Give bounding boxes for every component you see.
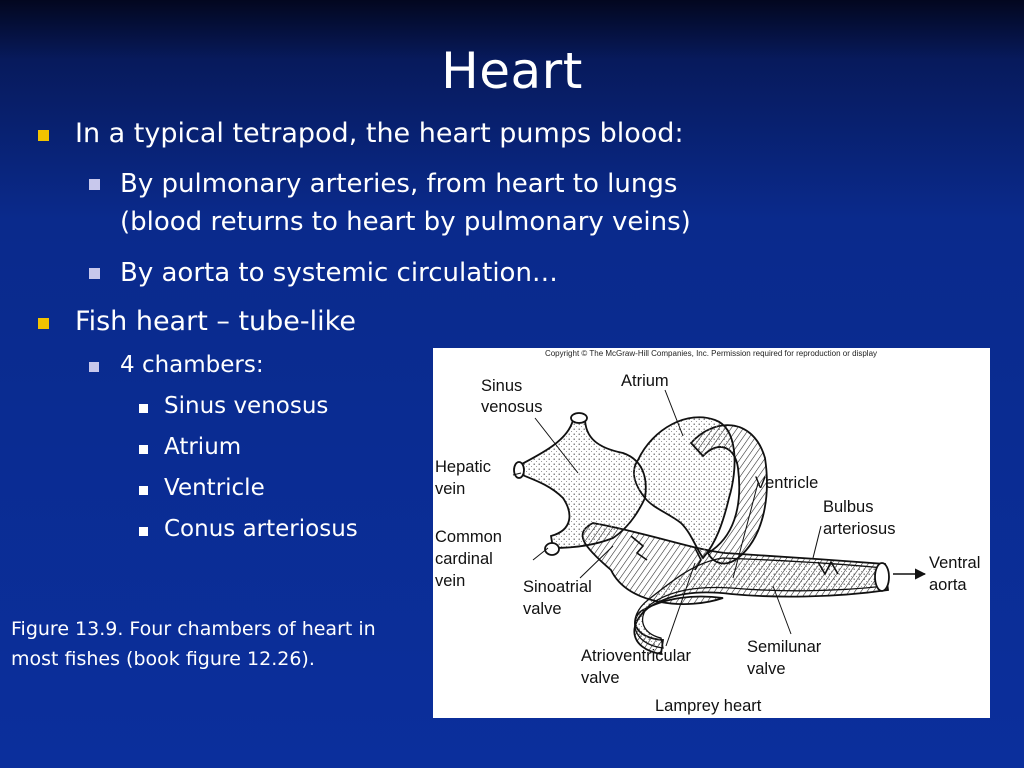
bullet-marker-lavender [89,268,100,279]
slide-title: Heart [441,42,583,100]
chamber-item [164,475,265,501]
lamprey-heart-diagram [433,348,990,718]
chamber-label: Ventricle [164,475,265,501]
lamprey-heart-figure [433,348,990,718]
bullet-marker-white [139,486,148,495]
label-ventral: Ventral [929,554,981,572]
hepatic-vein-opening [514,462,524,478]
caption-line: Figure 13.9. Four chambers of heart in [11,618,376,640]
label-hepatic: Hepatic [435,458,491,476]
sinus-venosus [518,418,646,548]
copyright-notice: Copyright © The McGraw-Hill Companies, Inc. Permission required for reproduction or display [544,349,878,358]
bullet-aorta [120,254,558,292]
label-atrioventricular: Atrioventricular [581,647,692,665]
chamber-label: Conus arteriosus [164,516,358,542]
bullet-text-line1: By pulmonary arteries, from heart to lungs [120,169,678,199]
ventral-aorta-opening [875,563,889,591]
label-arteriosus: arteriosus [823,520,896,538]
chamber-item [164,434,241,460]
bullet-marker-white [139,445,148,454]
label-ventricle: Ventricle [755,474,819,492]
chamber-label: Atrium [164,434,242,460]
label-sinoatrial-valve: valve [523,600,562,618]
bullet-pulmonary [120,165,691,241]
bullet-marker-yellow [38,318,49,329]
bullet-marker-white [139,404,148,413]
label-semilunar-valve: valve [747,660,786,678]
label-sinoatrial: Sinoatrial [523,578,592,596]
label-cardinal: cardinal [435,550,493,568]
chamber-item [164,393,328,419]
bullet-text: Fish heart – tube-like [75,306,356,337]
label-atrioventricular-valve: valve [581,669,620,687]
bullet-marker-lavender [89,362,99,372]
label-venosus: venosus [481,398,543,416]
chamber-item [164,516,358,542]
label-lamprey-heart: Lamprey heart [655,697,762,715]
bullet-text-line2: (blood returns to heart by pulmonary veins) [120,207,691,237]
label-common: Common [435,528,502,546]
bullet-text: By aorta to systemic circulation… [120,258,558,288]
figure-caption [11,614,431,674]
label-vein: vein [435,480,466,498]
bullet-marker-white [139,527,148,536]
label-aorta: aorta [929,576,967,594]
sinus-opening [571,413,587,423]
bullet-four-chambers [120,352,264,378]
label-sinus: Sinus [481,377,523,395]
label-bulbus: Bulbus [823,498,874,516]
caption-line: most fishes (book figure 12.26). [11,648,315,670]
bullet-marker-lavender [89,179,100,190]
bullet-text: In a typical tetrapod, the heart pumps blood: [75,118,684,149]
label-cardinal-vein: vein [435,572,466,590]
bullet-fish-heart [75,306,356,337]
bullet-marker-yellow [38,130,49,141]
label-atrium: Atrium [621,372,669,390]
bullet-tetrapod [75,118,684,149]
bullet-text: 4 chambers: [120,352,264,378]
label-semilunar: Semilunar [747,638,822,656]
chamber-label: Sinus venosus [164,393,329,419]
